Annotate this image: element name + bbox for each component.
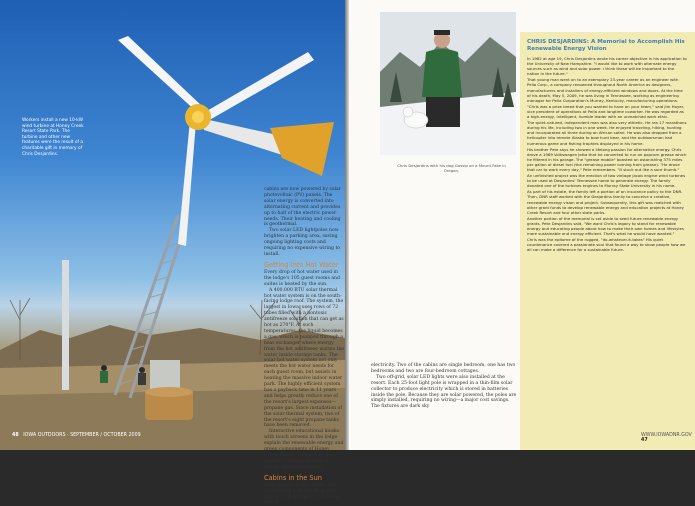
magazine-issue: IOWA OUTDOORS · SEPTEMBER / OCTOBER 2009 — [23, 433, 141, 438]
article-paragraph: Every drop of hot water used in the lodge's 105 guest rooms and suites is heated by the sun. — [264, 269, 340, 287]
article-column-right — [371, 363, 517, 433]
sidebar-paragraph: The quiet-natured, independent man was also very athletic. He ran 17 marathons during his life, including two in one week. He enjoyed traveling, hiking, hunting and incorporated all three during an African safari. He was also dropped from a helicopter into remote Alaska to bow hunt bear, and the outdoorsman had numerous game and fishing trophies displayed in his home. — [527, 120, 687, 146]
sidebar-paragraph: An unfinished project was the erection of two vintage Jacob engine wind turbines to be used at Desjardins' Tennessee home to generate energy. The family donated one of the turbines engines to Murray State University in his name. — [527, 173, 686, 189]
article-paragraph: cabins are now powered by solar photovoltaic (PV) panels. The solar energy is converted into alternating current and provides up to half of the electric power needs. Their heating and cooling is geothermal. — [264, 187, 341, 228]
sidebar-title: CHRIS DESJARDINS: A Memorial to Accomplish His Renewable Energy Vision — [527, 39, 685, 52]
article-paragraph: Two solar LED lightpoles now brighten a parking area, saving ongoing lighting costs and requiring no expensive wiring to install. — [264, 228, 341, 257]
sidebar-body — [527, 56, 687, 253]
article-paragraph: Two off-grid, solar LED lights were also installed at the resort. Each 25-foot light pole is wrapped in a thin-film solar collector to produce electricity which is stored in batteries inside the pole. Because they are solar powered, the poles are simply installed, requiring no wiring—a major cost savings. The fixtures are dark sky — [371, 374, 517, 410]
folio-left — [12, 433, 141, 438]
page-number-left: 48 — [12, 433, 19, 438]
sidebar-paragraph: Another portion of the memorial is set aside to seed future renewable energy grants. Pete Desjardins said, "We want Chris's legacy to stand for renewable energy and educating people about how to make their own homes and lifestyles more sustainable and energy efficient. That's what he would have wanted." — [527, 215, 684, 237]
subhead-hot-water: Getting Into Hot Water — [264, 260, 339, 269]
folio-right — [641, 433, 695, 443]
subhead-cabins: Cabins in the Sun — [264, 473, 322, 482]
article-paragraph: Solar panels on five cabins are powered by 1.38 kW PV panels, where solar energy is converted into AC — [264, 482, 340, 506]
sidebar-paragraph: That young man went on to an exemplary 23-year career as an engineer with Pella Corp., a company renowned throughout North America as designers, manufacturers and installers of energy-efficient windows and doors. At the time of his death, May 5, 2009, he was living in Tennessee, working as engineering manager for Pella Corporation's Murray, Kentucky, manufacturing operations. — [527, 77, 683, 103]
memorial-sidebar — [520, 32, 695, 450]
portrait-photo — [380, 12, 516, 155]
article-paragraph: Interactive educational kiosks with touch screens in the lodge explain the renewable energy and green components of Honey Creek Resort. Comparisons are made to traditional costs of energy and maintenance. — [264, 429, 344, 470]
article-columns — [264, 187, 345, 506]
article-paragraph: A 400,000 BTU solar thermal hot water system is on the south-facing lodge roof. The system, the largest in Iowa, uses rows of 72 tubes filled with a nontoxic antifreeze solution that can get as hot as 270°F. At such temperatures, the liquid becomes a gas, which is pumped through a heat exchanger where energy from the hot antifreeze warms the water inside storage tanks. The solar hot water system not only meets the hot water needs for each guest room, but assists in heating the massive indoor water park. The highly efficient system has a payback time in 11 years and helps greatly reduce one of the resort's largest expenses—propane gas. Since installation of the solar thermal system, two of the resort's eight propane tanks have been removed. — [264, 287, 345, 429]
website-url: WWW.IOWADNR.GOV — [641, 433, 692, 438]
photo-caption-left: Workers install a new 10-kW wind turbine at Honey Creek Resort State Park. The turbine and other new features were the result of a charitable gift in memory of Chris Desjardins. — [22, 118, 84, 157]
page-number-right: 47 — [641, 438, 648, 443]
portrait-caption: Chris Desjardins with his dog Gossip on a Mount Fake in Oregon. — [397, 163, 506, 173]
sidebar-paragraph: As part of his estate, the family left a portion of an insurance policy to the DNR. Then, DNR staff worked with the Desjardins family to conceive a creative, renewable energy vision and project. Subsequently, this gift was matched with other grant funds to develop renewable energy and education projects at Honey Creek Resort and four other state parks. — [527, 189, 684, 215]
sidebar-paragraph: Chris was the epitome of the rugged, "do-whatever-it-takes" His quiet countenance covered a passionate soul that found a way to show people how we all can make a difference for a sustainable future. — [527, 237, 686, 253]
article-paragraph: electricity. Two of the cabins are single bedroom, one has two bedrooms and two are four-bedroom cottages. — [371, 363, 516, 374]
sidebar-paragraph: In 1982 at age 19, Chris Desjardins wrote his career objective in his application to the University of New Hampshire. "I would like to work with alternate energy sources such as wind and solar power. I think these will be important to the nation in the future." — [527, 56, 687, 77]
sidebar-paragraph: His brother Pete says he showed a lifelong passion for alternative energy. Chris drove a 1969 Volkswagen Jetta that he converted to run on popcorn grease which he filtered in his garage. The "grease mobile" boasted an astonishing 375 miles per gallon of diesel fuel (the remaining power coming from grease). "He drove that car to work every day," Pete remembers. "It stuck out like a sore thumb." — [527, 146, 687, 172]
portrait-illustration — [380, 12, 516, 155]
sidebar-paragraph: "Chris was a prize breed that you wanted to have on your team," said Jim Hoyer, vice president of operations at Pella and longtime coworker. He was regarded as a high-energy, intelligent, humble leader with an unmatched work ethic. — [527, 103, 685, 120]
